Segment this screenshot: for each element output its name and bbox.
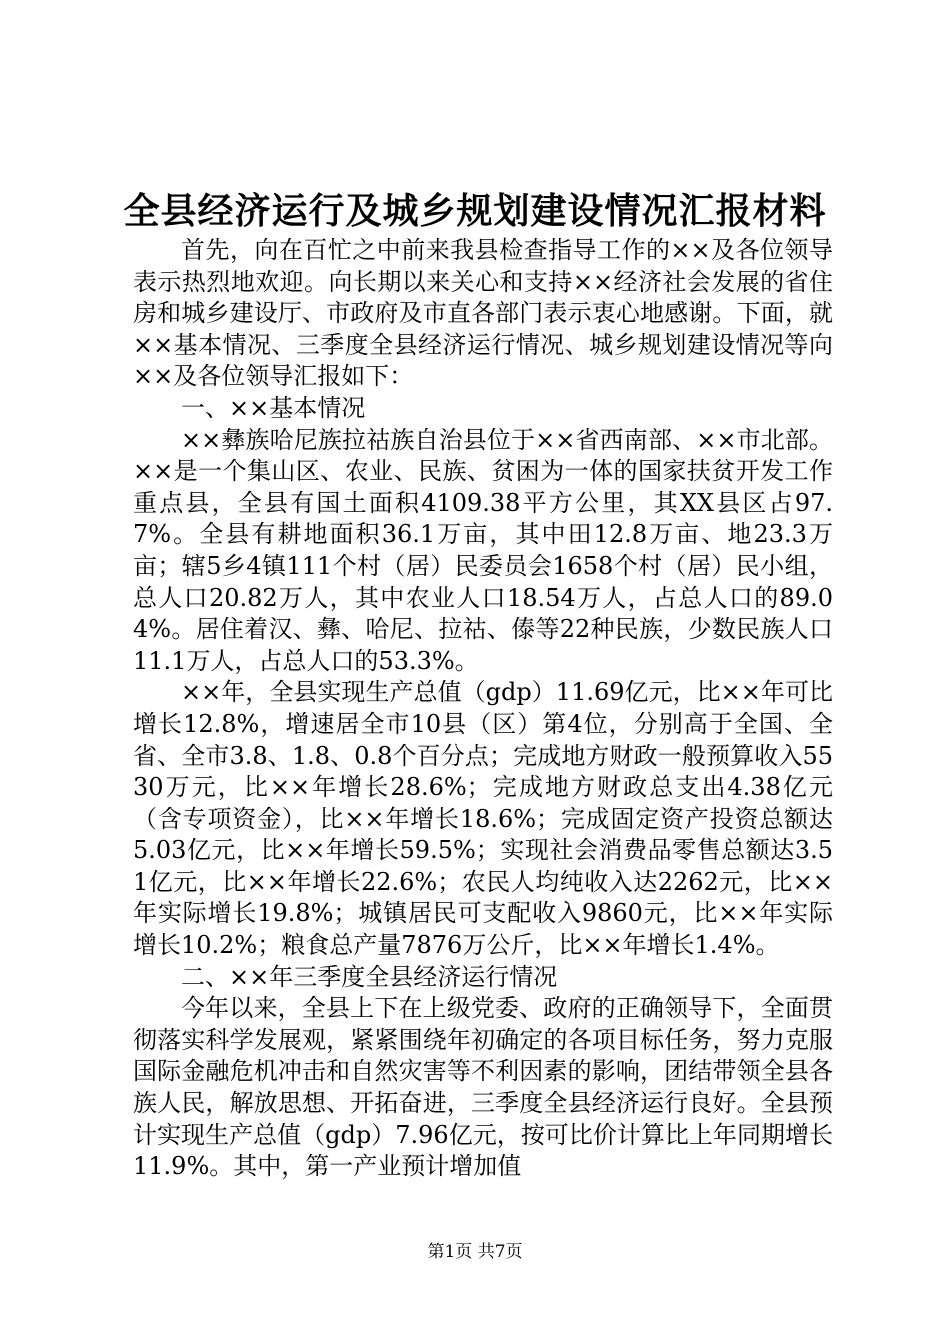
annual-economy-paragraph: ××年，全县实现生产总值（gdp）11.69亿元，比××年可比增长12.8%，增速居全市10县（区）第4位，分别高于全国、全省、全市3.8、1.8、0.8个百分点；完成地方财政一般预算收入5530万元，比××年增长28.6%；完成地方财政总支出4.38亿元（含专项资金），比××年增长18.6%；完成固定资产投资总额达5.03亿元，比××年增长59.5%；实现社会消费品零售总额达3.51亿元，比××年增长22.6%；农民人均纯收入达2262元，比××年实际增长19.8%；城镇居民可支配收入9860元，比××年实际增长10.2%；粮食总产量7876万公斤，比××年增长1.4%。 bbox=[133, 678, 833, 960]
document-title: 全县经济运行及城乡规划建设情况汇报材料 bbox=[123, 190, 827, 232]
basic-info-paragraph: ××彝族哈尼族拉祜族自治县位于××省西南部、××市北部。××是一个集山区、农业、民族、贫困为一体的国家扶贫开发工作重点县，全县有国土面积4109.38平方公里，其XX县区占97.7%。全县有耕地面积36.1万亩，其中田12.8万亩、地23.3万亩；辖5乡4镇111个村（居）民委员会1658个村（居）民小组，总人口20.82万人，其中农业人口18.54万人，占总人口的89.04%。居住着汉、彝、哈尼、拉祜、傣等22种民族，少数民族人口11.1万人，占总人口的53.3%。 bbox=[133, 425, 833, 675]
section-heading-basic-info: 一、××基本情况 bbox=[181, 393, 366, 422]
q3-economy-paragraph: 今年以来，全县上下在上级党委、政府的正确领导下，全面贯彻落实科学发展观，紧紧围绕年初确定的各项目标任务，努力克服国际金融危机冲击和自然灾害等不利因素的影响，团结带领全县各族人民，解放思想、开拓奋进，三季度全县经济运行良好。全县预计实现生产总值（gdp）7.96亿元，按可比价计算比上年同期增长11.9%。其中，第一产业预计增加值 bbox=[133, 994, 833, 1181]
page-number-footer: 第1页 共7页 bbox=[427, 1242, 523, 1262]
intro-paragraph: 首先，向在百忙之中前来我县检查指导工作的××及各位领导表示热烈地欢迎。向长期以来关心和支持××经济社会发展的省住房和城乡建设厅、市政府及市直各部门表示衷心地感谢。下面，就××基本情况、三季度全县经济运行情况、城乡规划建设情况等向××及各位领导汇报如下： bbox=[133, 236, 833, 391]
document-body bbox=[133, 235, 833, 1183]
section-heading-q3-economy: 二、××年三季度全县经济运行情况 bbox=[181, 962, 558, 991]
